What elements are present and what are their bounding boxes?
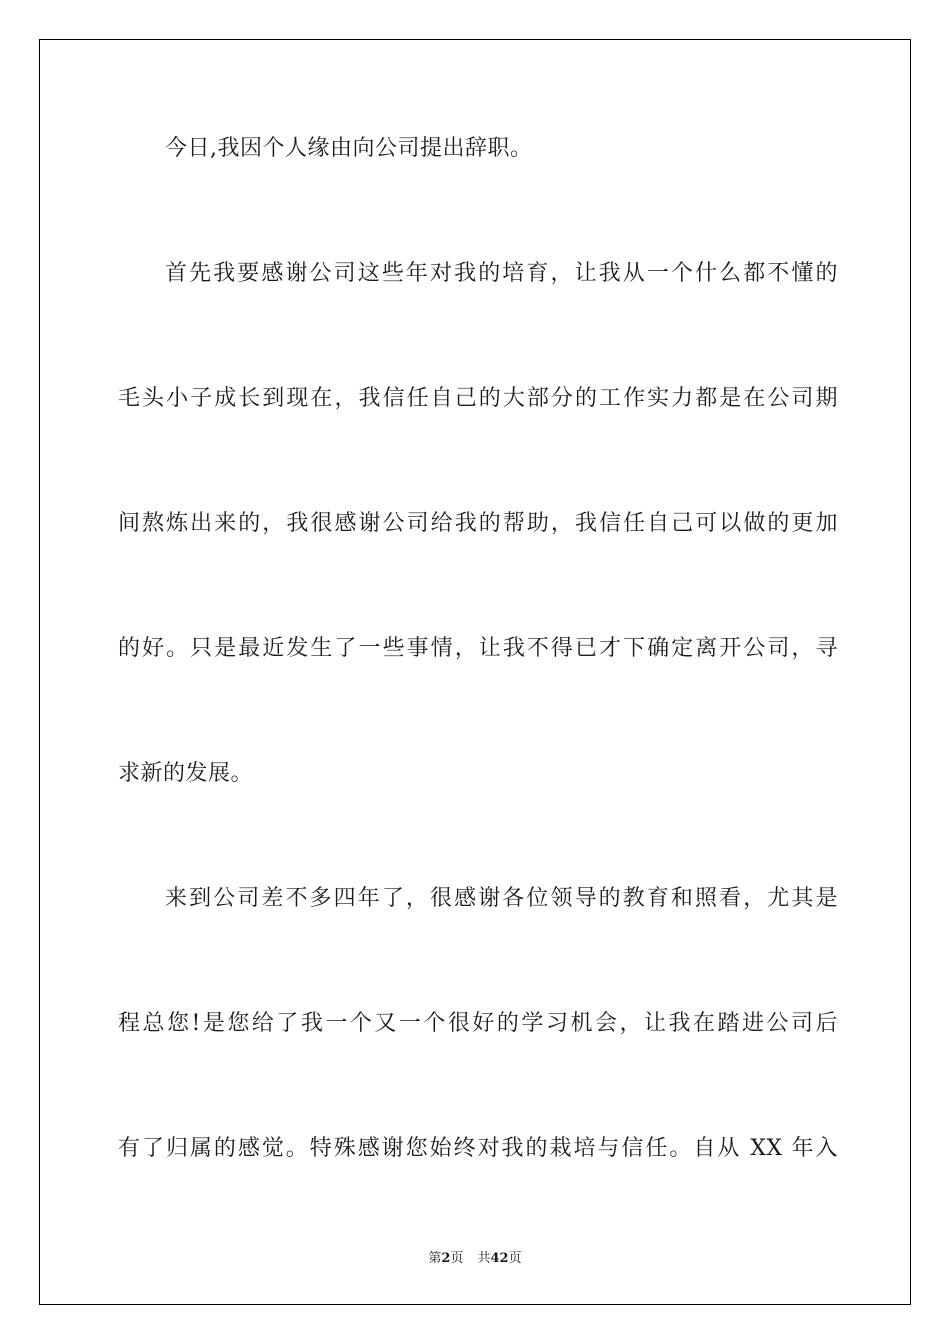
paragraph-line-4: 间熬炼出来的，我很感谢公司给我的帮助，我信任自己可以做的更加 (118, 511, 838, 536)
paragraph-line-6: 求新的发展。 (118, 761, 254, 786)
paragraph-line-7: 来到公司差不多四年了，很感谢各位领导的教育和照看，尤其是 (165, 886, 838, 911)
total-suffix: 页 (508, 1251, 522, 1266)
paragraph-line-5: 的好。只是最近发生了一些事情，让我不得已才下确定离开公司，寻 (118, 636, 838, 661)
page-number: 2 (441, 1251, 451, 1266)
paragraph-line-3: 毛头小子成长到现在，我信任自己的大部分的工作实力都是在公司期 (118, 386, 838, 411)
page-border (39, 39, 911, 1305)
total-prefix: 共 (477, 1251, 491, 1266)
page-footer (0, 1247, 950, 1266)
paragraph-line-8: 程总您!是您给了我一个又一个很好的学习机会，让我在踏进公司后 (118, 1011, 838, 1036)
paragraph-line-1: 今日,我因个人缘由向公司提出辞职。 (165, 136, 533, 161)
paragraph-line-2: 首先我要感谢公司这些年对我的培育，让我从一个什么都不懂的 (165, 261, 838, 286)
page-prefix: 第 (428, 1251, 442, 1266)
total-pages: 42 (490, 1251, 509, 1266)
page-suffix: 页 (450, 1251, 464, 1266)
paragraph-line-9: 有了归属的感觉。特殊感谢您始终对我的栽培与信任。自从 XX 年入 (118, 1136, 838, 1161)
